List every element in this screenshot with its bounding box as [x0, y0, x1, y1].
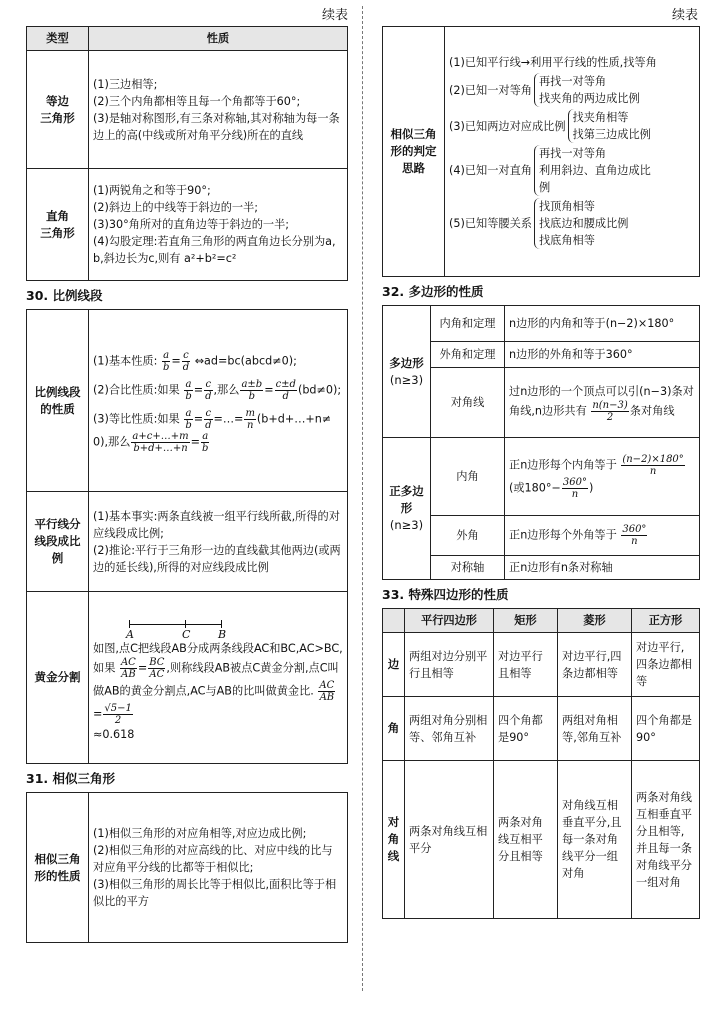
frac-numerator: a [185, 378, 192, 390]
point-label-b: B [218, 628, 227, 641]
branch-option: 找底角相等 [538, 234, 595, 247]
fraction-a-over-b [162, 350, 170, 373]
frac-numerator: a [202, 430, 209, 442]
fraction [244, 408, 255, 431]
similar-judgement-table [382, 26, 700, 277]
rhombus-header: 菱形 [558, 609, 632, 633]
fraction [131, 431, 189, 454]
golden-approx: ≈0.618 [93, 728, 135, 741]
proportion-property-content [89, 310, 348, 492]
frac-denominator: b [185, 390, 192, 402]
exterior-angle-content [505, 516, 700, 556]
fraction-c-over-d [182, 350, 190, 373]
similar-triangle-table [26, 792, 348, 943]
frac-denominator: 2 [606, 411, 614, 423]
frac-denominator: d [205, 419, 212, 431]
branch-option: 利用斜边、直角边成比例 [538, 164, 651, 194]
frac-numerator: a [185, 407, 192, 419]
fraction [184, 379, 192, 402]
interior-sum-label: 内角和定理 [431, 306, 505, 342]
property-line: (2)推论:平行于三角形一边的直线截其他两边(或两边的延长线),所得的对应线段成比例 [93, 543, 341, 574]
row-label-side: 边 [383, 633, 405, 697]
table-cell: 四个角都是90° [632, 697, 700, 761]
frac-numerator: AC [319, 680, 335, 691]
similar-triangle-label: 相似三角形的性质 [27, 793, 89, 943]
row-label-angle: 角 [383, 697, 405, 761]
square-header: 正方形 [632, 609, 700, 633]
branch-option: 找底边和腰成比例 [538, 217, 629, 230]
fraction [318, 680, 335, 703]
frac-denominator: n [246, 419, 254, 431]
polygon-name: 多边形 [389, 355, 424, 370]
judgement-item-2 [449, 73, 695, 107]
fraction [204, 379, 212, 402]
frac-numerator: a±b [241, 378, 263, 390]
judgement-item-3 [449, 109, 695, 143]
branch-brace [534, 198, 629, 249]
table-cell: 两条对角线互相平分且相等 [494, 761, 558, 919]
fraction [120, 657, 137, 680]
table-cell: 两条对角线互相平分 [405, 761, 494, 919]
table-cell: 两组对边分别平行且相等 [405, 633, 494, 697]
property-line: (1)三边相等; [93, 77, 158, 91]
judgement-item-5 [449, 198, 695, 249]
table-cell: 四个角都是90° [494, 697, 558, 761]
interior-or: (或180°− [509, 481, 561, 494]
interior-angle-content [505, 438, 700, 516]
polygon-condition: (n≥3) [389, 372, 424, 387]
diagonal-label: 对角线 [431, 368, 505, 438]
exterior-text: 正n边形每个外角等于 [509, 528, 617, 542]
section-32-title: 32. 多边形的性质 [382, 284, 484, 299]
judgement-label: 相似三角形的判定思路 [383, 27, 445, 277]
section-33-title: 33. 特殊四边形的性质 [382, 587, 509, 602]
frac-denominator: AC [149, 669, 165, 680]
frac-numerator: c [205, 378, 212, 390]
fraction [184, 408, 192, 431]
continued-label-left: 续表 [322, 8, 349, 23]
property-line: (2)三个内角都相等且每一个角都等于60°; [93, 94, 301, 108]
symmetry-axis-label: 对称轴 [431, 556, 505, 580]
chain: =…= [213, 412, 244, 425]
judgement-item-4 [449, 145, 695, 196]
frac-denominator: b [162, 361, 170, 373]
exterior-sum-label: 外角和定理 [431, 342, 505, 368]
section-31-title: 31. 相似三角形 [26, 771, 115, 786]
golden-section-content: A C B 如图,点C把线段AB分成两条线段AC和BC,AC>BC,如果 $\frac{AC}{AB}$ = $\frac{BC}{AC}$ ,则称线段AB被点C黄金分割,点C叫做AB的黄金分割点,AC与AB的比叫做黄金比. $\frac{AC}{AB}$ = $\frac{√5-1}{2}$ ≈0.618 [89, 592, 348, 764]
regular-polygon-condition: (n≥3) [389, 518, 424, 532]
sum-prefix: (2)合比性质:如果 [93, 383, 180, 396]
right-triangle-properties [89, 169, 348, 281]
judgement-item-label: (2)已知一对等角 [449, 83, 532, 97]
parallel-segments-content [89, 492, 348, 592]
rectangle-header: 矩形 [494, 609, 558, 633]
frac-numerator: BC [149, 657, 165, 668]
diagonal-tail: 条对角线 [629, 404, 675, 417]
basic-prefix: (1)基本性质: [93, 354, 158, 367]
fraction [204, 408, 212, 431]
fraction [591, 400, 628, 423]
equilateral-triangle-label: 等边 三角形 [27, 51, 89, 169]
continued-label-right: 续表 [672, 8, 699, 23]
frac-numerator: (n−2)×180° [622, 453, 684, 465]
diagonal-text: 过n边形的一个顶点可以引(n−3)条对角线,n边形共有 [509, 384, 694, 417]
table-cell: 两组对角分别相等、邻角互补 [405, 697, 494, 761]
frac-numerator: c [205, 407, 212, 419]
property-line: (2)斜边上的中线等于斜边的一半; [93, 201, 259, 214]
branch-option: 找顶角相等 [538, 200, 595, 213]
property-line: (1)基本事实:两条直线被一组平行线所截,所得的对应线段成比例; [93, 509, 340, 540]
parallel-segments-label: 平行线分线段成比例 [27, 492, 89, 592]
quadrilateral-table [382, 608, 700, 919]
corner-header [383, 609, 405, 633]
table-cell: 对边平行且相等 [494, 633, 558, 697]
row-label-diagonal: 对角线 [383, 761, 405, 919]
segment-line [129, 624, 221, 625]
branch-option: 再找一对等角 [538, 75, 607, 88]
proportion-property-label: 比例线段的性质 [27, 310, 89, 492]
section-30-title: 30. 比例线段 [26, 288, 103, 303]
sum-property: (2)合比性质:如果 $\frac{a}{b}$ = $\frac{c}{d}$ ,那么 $\frac{a\pm b}{b}$ = $\frac{c\pm d}{d}$ (bd≠0); [93, 378, 342, 402]
branch-brace [534, 145, 661, 196]
golden-text-2: ,则称线段AB被点C黄金分割,点C叫做AB的黄金分割点,AC与AB的比叫做黄金比. [93, 661, 339, 698]
equal-ratio-property: (3)等比性质:如果 $\frac{a}{b}$ = $\frac{c}{d}$ =…= $\frac{m}{n}$ (b+d+…+n≠0),那么 $\frac{a+c+\dots+m}{b+d+\dots+n}$ = $\frac{a}{b}$ [93, 407, 332, 454]
judgement-item-label: (3)已知两边对应成比例 [449, 119, 566, 133]
symmetry-axis-text: 正n边形有n条对称轴 [505, 556, 700, 580]
branch-brace [568, 109, 651, 143]
exterior-sum-text: n边形的外角和等于360° [505, 342, 700, 368]
segment-diagram [93, 616, 343, 641]
frac-numerator: a [163, 349, 170, 361]
property-line: (3)相似三角形的周长比等于相似比,面积比等于相似比的平方 [93, 878, 337, 908]
frac-numerator: 360° [562, 476, 587, 488]
frac-denominator: AB [121, 669, 136, 680]
branch-option: 找夹角的两边成比例 [538, 92, 640, 105]
frac-denominator: b+d+…+n [133, 442, 188, 454]
judgement-item-label: (5)已知等腰关系 [449, 217, 532, 230]
judgement-item-label: (4)已知一对直角 [449, 164, 532, 177]
property-line: (3)是轴对称图形,有三条对称轴,其对称轴为每一条边上的高(中线或所对角平分线)所在的直线 [93, 111, 340, 142]
equal-condition: (b+d+…+n≠0),那么 [93, 412, 332, 448]
interior-text: 正n边形每个内角等于 [509, 458, 617, 471]
frac-numerator: m [245, 407, 255, 419]
equals-sign: = [264, 383, 274, 396]
frac-denominator: AB [319, 692, 335, 703]
interior-angle-label: 内角 [431, 438, 505, 516]
proportion-table [26, 309, 348, 764]
golden-section-label: 黄金分割 [27, 592, 89, 764]
frac-numerator: a+c+…+m [132, 430, 189, 442]
sum-mid: ,那么 [213, 383, 240, 396]
interior-close: ) [588, 481, 594, 494]
property-line: (3)30°角所对的直角边等于斜边的一半; [93, 218, 290, 231]
table-cell: 两组对角相等,邻角互补 [558, 697, 632, 761]
parallelogram-header: 平行四边形 [405, 609, 494, 633]
right-triangle-label: 直角 三角形 [27, 169, 89, 281]
branch-brace [534, 73, 640, 107]
basic-property: (1)基本性质: $\frac{a}{b}$ = $\frac{c}{d}$ ⇔ad=bc(abcd≠0); [93, 349, 297, 373]
fraction [562, 477, 588, 500]
col-property-header: 性质 [89, 27, 348, 51]
point-label-a: A [126, 628, 134, 641]
frac-denominator: d [182, 361, 190, 373]
regular-polygon-name: 正多边形 [389, 484, 424, 515]
frac-numerator: n(n−3) [592, 399, 628, 411]
frac-denominator: b [248, 390, 256, 402]
frac-denominator: b [201, 442, 209, 454]
frac-numerator: c [183, 349, 189, 361]
column-divider [362, 6, 363, 991]
polygon-label [383, 306, 431, 438]
frac-denominator: b [185, 419, 192, 431]
table-cell: 对边平行,四条边都相等 [632, 633, 700, 697]
property-line: (1)相似三角形的对应角相等,对应边成比例; [93, 827, 307, 840]
fraction [621, 524, 647, 547]
fraction [275, 379, 297, 402]
fraction [103, 703, 132, 726]
frac-numerator: c±d [275, 378, 296, 390]
branch-option: 再找一对等角 [538, 147, 607, 160]
frac-numerator: √5−1 [104, 703, 132, 714]
property-line: (1)两锐角之和等于90°; [93, 184, 211, 197]
frac-denominator: n [649, 465, 657, 477]
left-column [26, 26, 348, 943]
col-type-header: 类型 [27, 27, 89, 51]
frac-denominator: n [571, 488, 579, 500]
fraction [240, 379, 263, 402]
equal-prefix: (3)等比性质:如果 [93, 412, 180, 425]
property-line: (2)相似三角形的对应高线的比、对应中线的比与对应角平分线的比都等于相似比; [93, 844, 333, 874]
equilateral-triangle-properties [89, 51, 348, 169]
branch-option: 找夹角相等 [572, 111, 629, 124]
fraction [621, 454, 684, 477]
sum-tail: (bd≠0); [297, 383, 342, 396]
frac-numerator: 360° [622, 524, 647, 535]
diagonal-content [505, 368, 700, 438]
property-line: (4)勾股定理:若直角三角形的两直角边长分别为a,b,斜边长为c,则有 a²+b²=c² [93, 235, 336, 265]
frac-denominator: 2 [114, 715, 122, 726]
interior-sum-text: n边形的内角和等于(n−2)×180° [505, 306, 700, 342]
right-column [382, 26, 700, 919]
frac-denominator: d [205, 390, 212, 402]
judgement-content [445, 27, 700, 277]
frac-numerator: AC [120, 657, 136, 668]
frac-denominator: n [631, 536, 638, 547]
table-cell: 对边平行,四条边都相等 [558, 633, 632, 697]
triangle-properties-table [26, 26, 348, 281]
fraction [201, 431, 209, 454]
table-cell: 两条对角线互相垂直平分且相等,并且每一条对角线平分一组对角 [632, 761, 700, 919]
branch-option: 找第三边成比例 [572, 128, 651, 141]
golden-text-1: 如图,点C把线段AB分成两条线段AC和BC,AC>BC,如果 [93, 642, 343, 675]
exterior-angle-label: 外角 [431, 516, 505, 556]
judgement-item-1 [449, 54, 695, 71]
basic-tail: ⇔ad=bc(abcd≠0); [194, 354, 297, 367]
regular-polygon-label [383, 438, 431, 580]
judgement-item-label: (1)已知平行线→利用平行线的性质,找等角 [449, 56, 657, 69]
table-cell: 对角线互相垂直平分,且每一条对角线平分一组对角 [558, 761, 632, 919]
fraction [148, 657, 165, 680]
point-label-c: C [182, 628, 191, 641]
frac-denominator: d [282, 390, 289, 402]
similar-triangle-properties [89, 793, 348, 943]
polygon-table [382, 305, 700, 580]
